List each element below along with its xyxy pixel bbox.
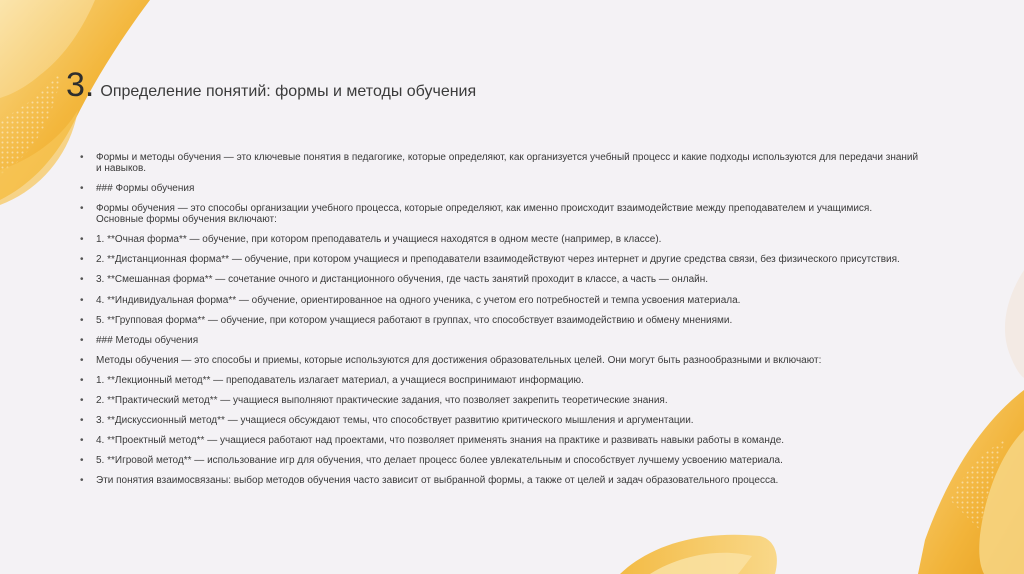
list-item: • Формы обучения — это способы организации учебного процесса, которые определяют, как именно происходит взаимодействие между преподавателем и учащимися. Основные формы обучения включают:	[80, 203, 920, 225]
bottom-right-decoration	[918, 270, 1024, 574]
slide-number-dot: .	[84, 66, 95, 104]
slide-number: 3	[66, 66, 85, 104]
list-item: • 4. **Проектный метод** — учащиеся работают над проектами, что позволяет применять знания на практике и развивать навыки работы в команде.	[80, 435, 920, 446]
list-item: • 4. **Индивидуальная форма** — обучение, ориентированное на одного ученика, с учетом его потребностей и темпа усвоения материала.	[80, 295, 920, 306]
list-item: • 2. **Дистанционная форма** — обучение, при котором учащиеся и преподаватели взаимодействуют через интернет и другие средства связи, без физического присутствия.	[80, 254, 920, 265]
slide-title-text: Определение понятий: формы и методы обучения	[100, 83, 477, 100]
list-item: • Методы обучения — это способы и приемы, которые используются для достижения образовательных целей. Они могут быть разнообразными и включают:	[80, 355, 920, 366]
list-item: • 5. **Групповая форма** — обучение, при котором учащиеся работают в группах, что способствует взаимодействию и обмену мнениями.	[80, 315, 920, 326]
list-item: • 3. **Дискуссионный метод** — учащиеся обсуждают темы, что способствует развитию критического мышления и аргументации.	[80, 415, 920, 426]
list-item: • 1. **Очная форма** — обучение, при котором преподаватель и учащиеся находятся в одном месте (например, в классе).	[80, 234, 920, 245]
list-item: • 1. **Лекционный метод** — преподаватель излагает материал, а учащиеся воспринимают информацию.	[80, 375, 920, 386]
list-item: • ### Формы обучения	[80, 183, 920, 194]
list-item: • Эти понятия взаимосвязаны: выбор методов обучения часто зависит от выбранной формы, а также от целей и задач образовательного процесса.	[80, 475, 920, 486]
content-list	[80, 152, 920, 496]
slide-title	[66, 68, 476, 102]
bottom-center-decoration	[620, 535, 777, 574]
list-item: • 2. **Практический метод** — учащиеся выполняют практические задания, что позволяет закрепить теоретические знания.	[80, 395, 920, 406]
list-item: • 3. **Смешанная форма** — сочетание очного и дистанционного обучения, где часть занятий проходит в классе, а часть — онлайн.	[80, 274, 920, 285]
list-item: • Формы и методы обучения — это ключевые понятия в педагогике, которые определяют, как организуется учебный процесс и какие подходы используются для передачи знаний и навыков.	[80, 152, 920, 174]
list-item: • ### Методы обучения	[80, 335, 920, 346]
list-item: • 5. **Игровой метод** — использование игр для обучения, что делает процесс более увлекательным и способствует лучшему усвоению материала.	[80, 455, 920, 466]
